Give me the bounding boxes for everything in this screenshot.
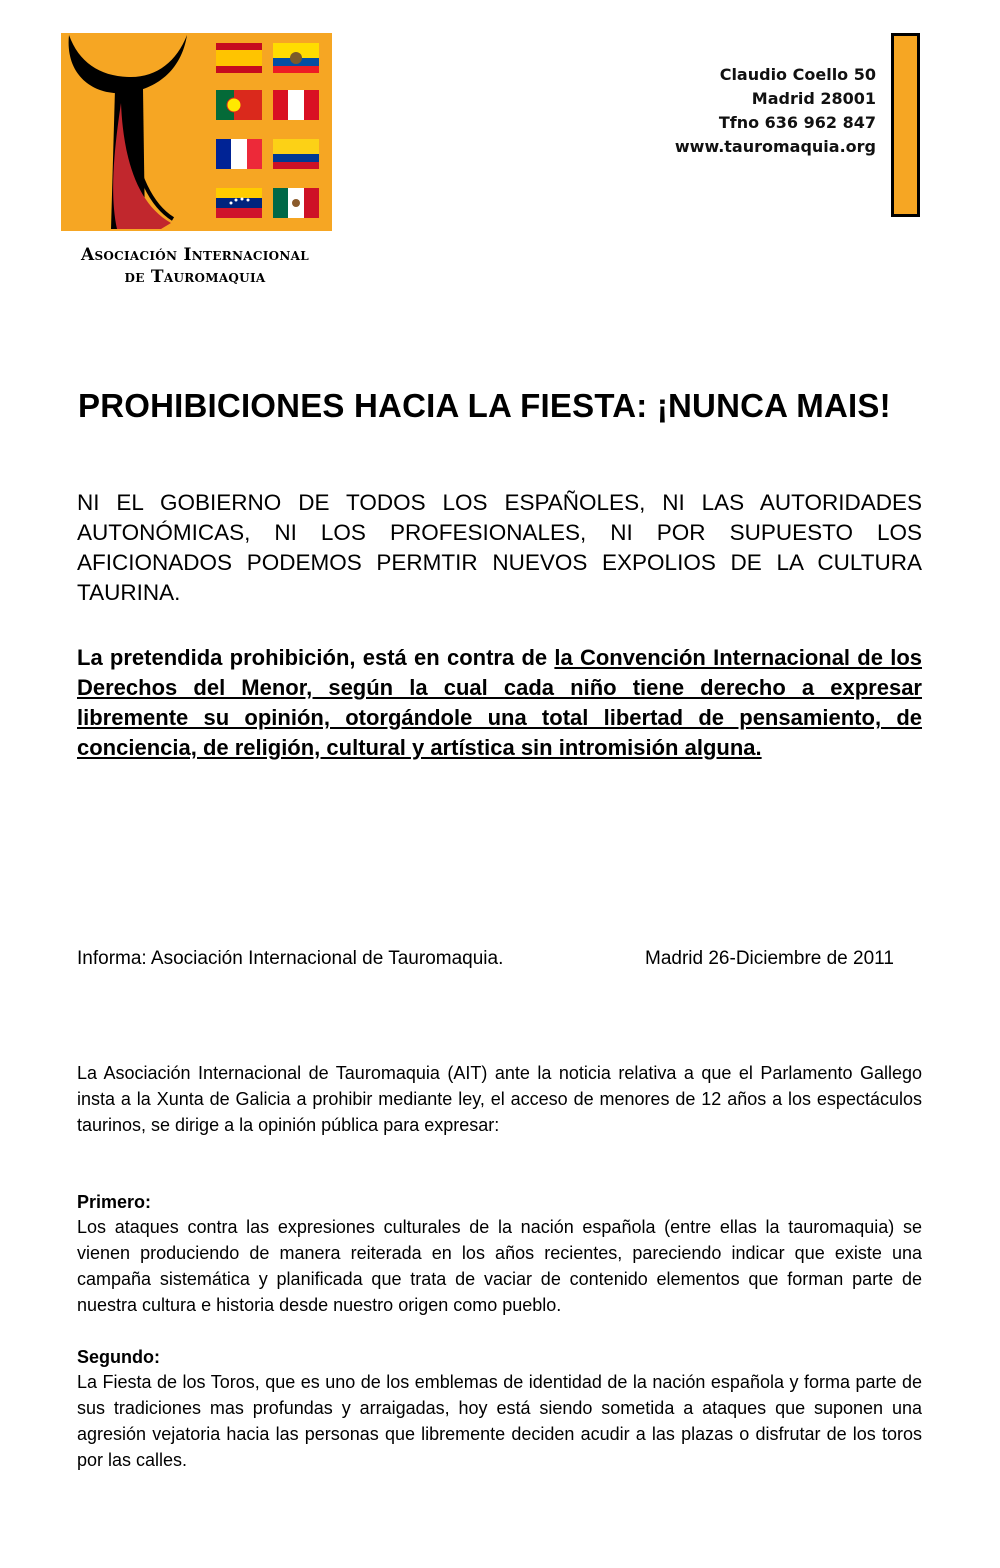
flag-ecuador xyxy=(273,43,319,73)
accent-bar xyxy=(891,33,920,217)
bull-horns-cape-icon xyxy=(61,33,332,231)
flag-france xyxy=(216,139,262,169)
convention-intro: La pretendida prohibición, está en contra de xyxy=(77,645,555,670)
intro-paragraph: La Asociación Internacional de Tauromaquia (AIT) ante la noticia relativa a que el Parlamento Gallego insta a la Xunta de Galicia a prohibir mediante ley, el acceso de menores de 12 años a los espectáculos taurinos, se dirige a la opinión pública para expresar: xyxy=(77,1063,922,1135)
section-heading-segundo: Segundo: xyxy=(77,1347,160,1367)
dateline: Madrid 26-Diciembre de 2011 xyxy=(645,948,894,969)
section-heading-primero: Primero: xyxy=(77,1192,152,1212)
convention-underlined: la Convención Internacional de los Derechos del Menor, según la cual cada niño tiene derecho a expresar libremente su opinión, otorgándole una total libertad de pensamiento, de conciencia, de religión, cultural y artística sin intromisión alguna. xyxy=(77,645,922,760)
contact-city: Madrid 28001 xyxy=(751,89,876,108)
page-title: PROHIBICIONES HACIA LA FIESTA: ¡NUNCA MAIS! xyxy=(78,387,891,424)
flag-spain xyxy=(216,43,262,73)
contact-phone: Tfno 636 962 847 xyxy=(718,113,876,132)
flag-colombia xyxy=(273,139,319,169)
flag-portugal xyxy=(216,90,262,120)
organization-name-line1: Asociación Internacional xyxy=(80,245,310,265)
flag-peru xyxy=(273,90,319,120)
organization-logo xyxy=(61,33,332,231)
section-text-segundo: La Fiesta de los Toros, que es uno de los emblemas de identidad de la nación española y forma parte de sus tradiciones mas profundas y arraigadas, hoy está siendo sometida a ataques que suponen una agresión vejatoria hacia las personas que libremente deciden acudir a las plazas o disfrutar de los toros por las calles. xyxy=(77,1372,922,1470)
flag-venezuela xyxy=(216,188,262,218)
contact-block xyxy=(675,63,876,159)
organization-name xyxy=(40,244,350,288)
contact-website[interactable]: www.tauromaquia.org xyxy=(674,137,876,156)
statement-paragraph: NI EL GOBIERNO DE TODOS LOS ESPAÑOLES, NI LAS AUTORIDADES AUTONÓMICAS, NI LOS PROFESIONALES, NI POR SUPUESTO LOS AFICIONADOS PODEMOS PERMTIR NUEVOS EXPOLIOS DE LA CULTURA TAURINA. xyxy=(77,490,922,605)
convention-paragraph xyxy=(77,643,922,763)
contact-street: Claudio Coello 50 xyxy=(719,65,876,84)
informa-line: Informa: Asociación Internacional de Tauromaquia. xyxy=(77,948,504,969)
flag-mexico xyxy=(273,188,319,218)
organization-name-line2: de Tauromaquia xyxy=(124,267,266,287)
section-text-primero: Los ataques contra las expresiones culturales de la nación española (entre ellas la tauromaquia) se vienen produciendo de manera reiterada en los años recientes, pareciendo indicar que existe una campaña sistemática y planificada que trata de vaciar de contenido elementos que forman parte de nuestra cultura e historia desde nuestro origen como pueblo. xyxy=(77,1217,922,1315)
